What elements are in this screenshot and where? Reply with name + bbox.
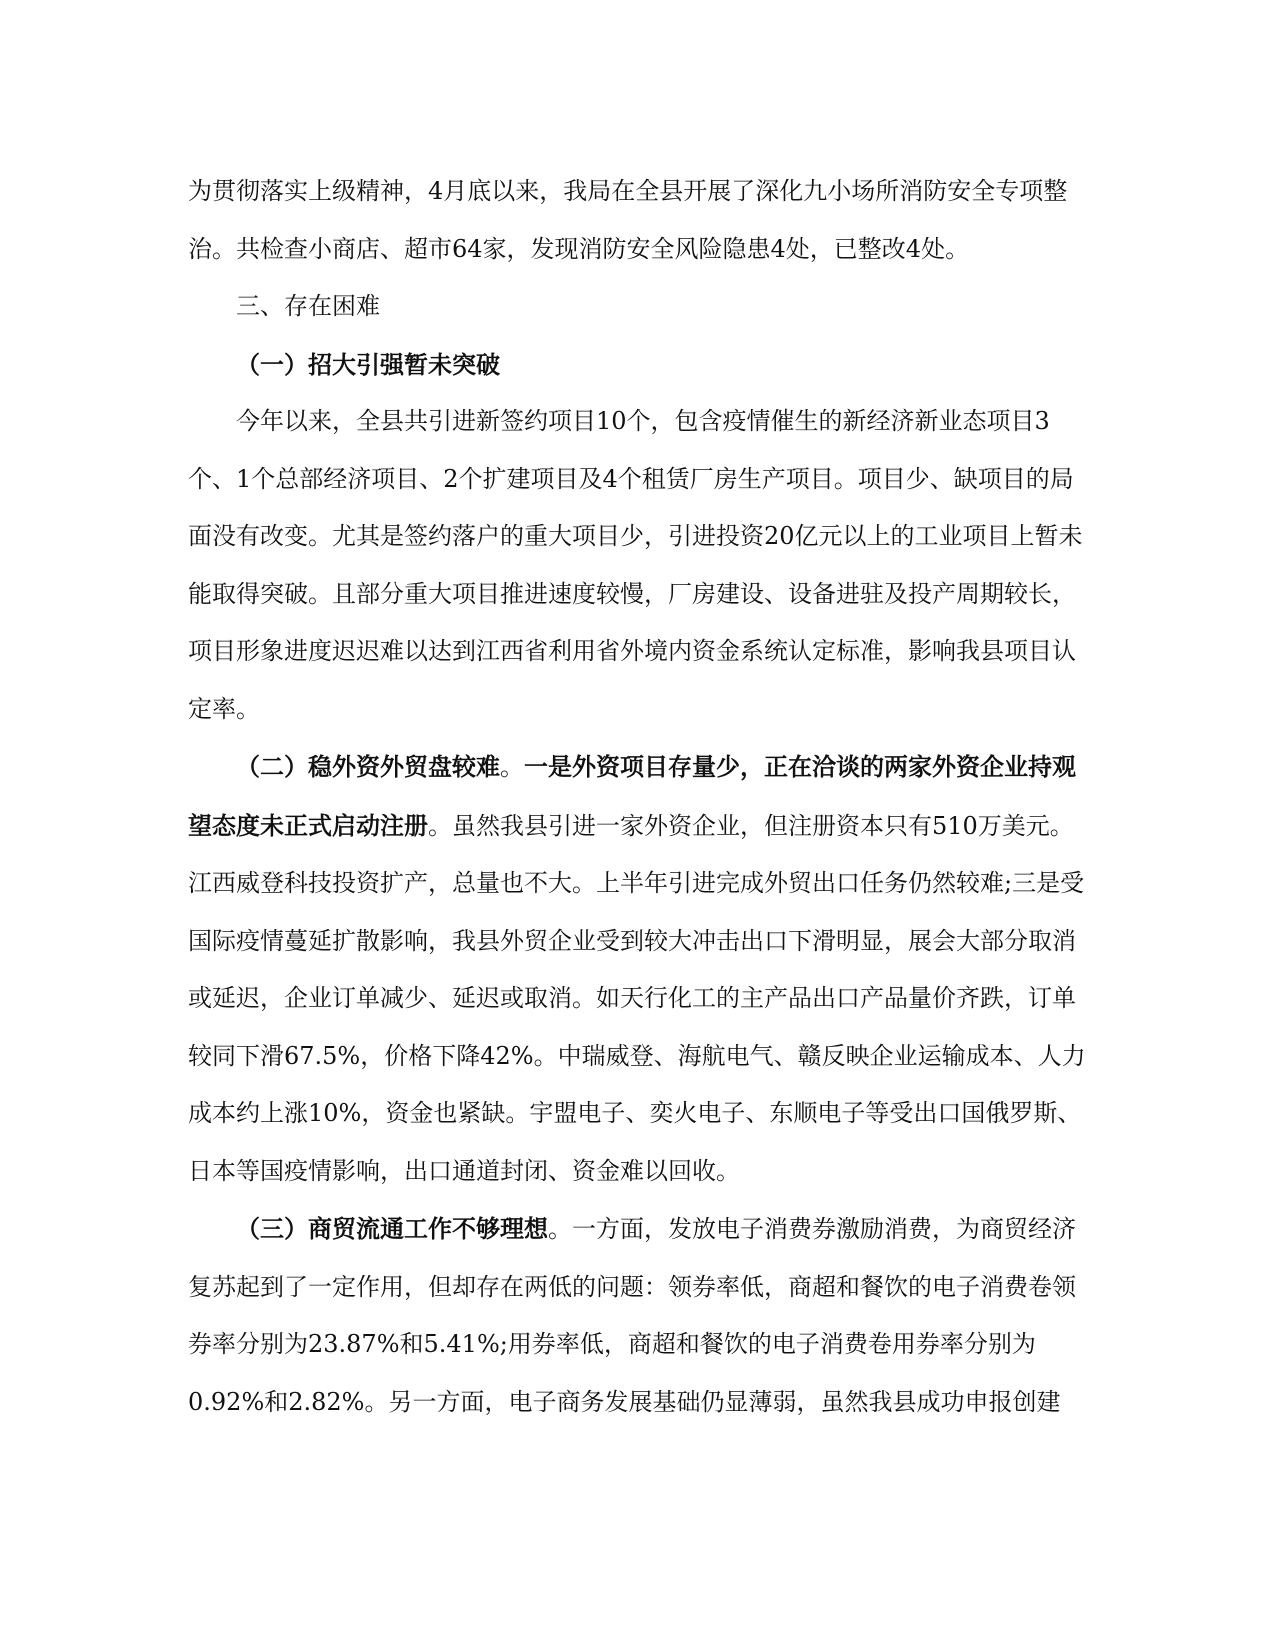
- foreign-trade-point-one: 一是外资项目存量少，正在洽谈的两家外资企业持观望态度未正式启动注册: [188, 752, 1076, 840]
- subsection-title-foreign-trade: （二）稳外资外贸盘较难: [236, 752, 500, 781]
- separator: 。: [500, 753, 524, 781]
- commerce-body: 。一方面，发放电子消费券激励消费，为商贸经济复苏起到了一定作用，但却存在两低的问题：领券率低，商超和餐饮的电子消费卷领券率分别为23.87%和5.41%;用券率低，商超和餐饮的电子消费卷用券率分别为0.92%和2.82%。另一方面，电子商务发展基础仍显薄弱，虽然我县成功申报创建: [188, 1215, 1076, 1416]
- foreign-trade-body: 。虽然我县引进一家外资企业，但注册资本只有510万美元。江西威登科技投资扩产，总量也不大。上半年引进完成外贸出口任务仍然较难;三是受国际疫情蔓延扩散影响，我县外贸企业受到较大冲击出口下滑明显，展会大部分取消或延迟，企业订单减少、延迟或取消。如天行化工的主产品出口产品量价齐跌，订单较同下滑67.5%，价格下降42%。中瑞威登、海航电气、赣反映企业运输成本、人力成本约上涨10%，资金也紧缺。宇盟电子、奕火电子、东顺电子等受出口国俄罗斯、日本等国疫情影响，出口通道封闭、资金难以回收。: [188, 811, 1086, 1185]
- paragraph-fire-safety: 为贯彻落实上级精神，4月底以来，我局在全县开展了深化九小场所消防安全专项整治。共检查小商店、超市64家，发现消防安全风险隐患4处，已整改4处。: [188, 177, 1068, 263]
- subsection-title-commerce: （三）商贸流通工作不够理想: [236, 1214, 548, 1243]
- section-title-difficulties: 三、存在困难: [236, 292, 380, 320]
- paragraph-commerce: [188, 1200, 1088, 1431]
- document-page: [188, 0, 1088, 1431]
- paragraph-foreign-trade: [188, 738, 1088, 1200]
- subsection-title-investment: （一）招大引强暂未突破: [236, 349, 500, 379]
- paragraph-investment: 今年以来，全县共引进新签约项目10个，包含疫情催生的新经济新业态项目3个、1个总部经济项目、2个扩建项目及4个租赁厂房生产项目。项目少、缺项目的局面没有改变。尤其是签约落户的重大项目少，引进投资20亿元以上的工业项目上暂未能取得突破。且部分重大项目推进速度较慢，厂房建设、设备进驻及投产周期较长，项目形象进度迟迟难以达到江西省利用省外境内资金系统认定标准，影响我县项目认定率。: [188, 407, 1083, 723]
